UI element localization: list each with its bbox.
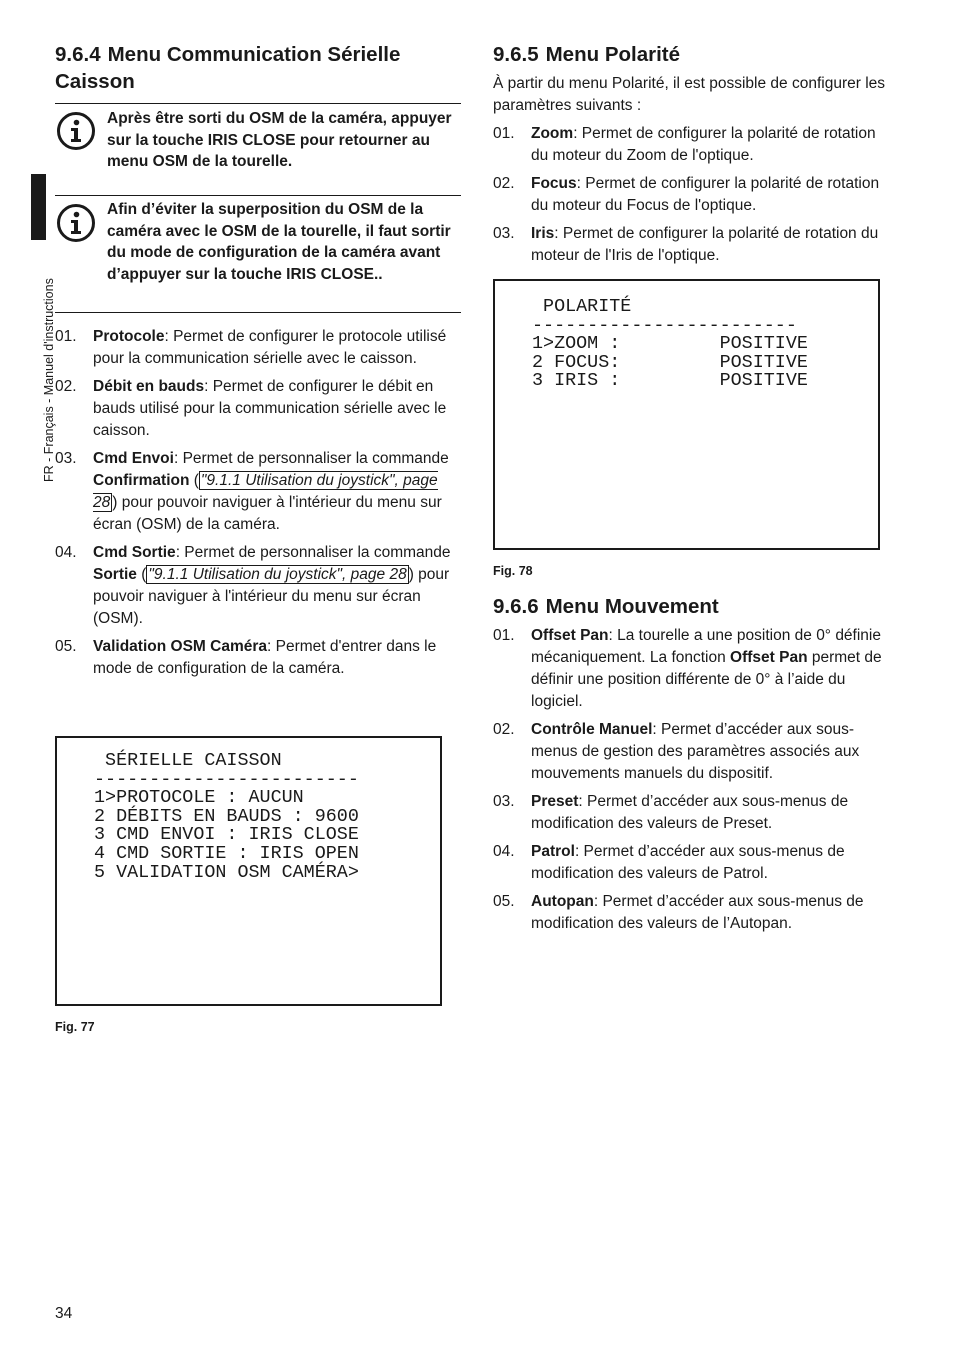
item-term: Confirmation (93, 472, 190, 489)
item-term: Sortie (93, 566, 137, 583)
section-number: 9.6.4 (55, 43, 101, 66)
item-text: : Permet de personnaliser la commande (175, 544, 451, 561)
item-number: 01. (493, 125, 515, 142)
item-number: 01. (493, 627, 515, 644)
list-item (493, 719, 898, 785)
cross-reference-link[interactable]: "9.1.1 Utilisation du joystick", page 28 (148, 566, 407, 583)
section-heading-9-6-6 (493, 593, 719, 620)
item-text: ) pour pouvoir naviguer à l'intérieur du menu sur écran (OSM). (93, 566, 450, 627)
item-term: Focus (531, 175, 577, 192)
item-term: Débit en bauds (93, 378, 205, 395)
item-text: ) pour pouvoir naviguer à l'intérieur du menu sur écran (OSM) de la caméra. (93, 494, 442, 533)
list-item (493, 891, 898, 935)
item-term: Cmd Envoi (93, 450, 174, 467)
info-note-1 (55, 103, 461, 182)
item-text: : Permet d’accéder aux sous-menus de modification des valeurs de Preset. (531, 793, 849, 832)
osm-line: 2 FOCUS: POSITIVE (532, 351, 808, 373)
osm-separator: ------------------------ (532, 314, 797, 336)
list-item (493, 791, 898, 835)
item-text: : Permet de configurer la polarité de rotation du moteur du Zoom de l'optique. (531, 125, 876, 164)
cross-reference-link[interactable]: "9.1.1 Utilisation du joystick", page 28 (93, 472, 438, 511)
info-icon (56, 203, 96, 243)
sidebar-tab-bar (31, 174, 46, 240)
section-heading-9-6-4 (55, 41, 400, 95)
item-term: Contrôle Manuel (531, 721, 653, 738)
sidebar-label: FR - Français - Manuel d'instructions (42, 278, 56, 482)
item-number: 03. (493, 225, 515, 242)
section-title: Menu Polarité (545, 43, 681, 66)
item-text: permet de définir une position différente de 0° à l’aide du logiciel. (531, 649, 882, 710)
osm-screen-polarity (493, 279, 880, 550)
note-text: Après être sorti du OSM de la caméra, appuyer sur la touche IRIS CLOSE pour retourner au menu OSM de la tourelle. (107, 110, 452, 171)
item-number: 04. (493, 843, 515, 860)
figure-caption: Fig. 77 (55, 1020, 95, 1034)
item-term: Offset Pan (730, 649, 808, 666)
page-number: 34 (55, 1305, 73, 1322)
osm-line: 5 VALIDATION OSM CAMÉRA> (94, 861, 359, 883)
item-term: Offset Pan (531, 627, 609, 644)
item-text: ( (136, 566, 147, 583)
section-title: Menu Mouvement (545, 595, 719, 618)
section-number: 9.6.5 (493, 43, 539, 66)
item-text: : Permet d’accéder aux sous-menus de gestion des paramètres associés aux mouvements manuels du dispositif. (531, 721, 860, 782)
item-number: 02. (493, 175, 515, 192)
section-intro: À partir du menu Polarité, il est possible de configurer les paramètres suivants : (493, 75, 886, 114)
item-number: 02. (55, 378, 77, 395)
section-heading-9-6-5 (493, 41, 680, 68)
list-item (493, 223, 893, 267)
note-text: Afin d’éviter la superposition du OSM de la caméra avec le OSM de la tourelle, il faut sortir du mode de configuration de la caméra avant d’appuyer sur la touche IRIS CLOSE.. (107, 201, 451, 284)
list-item (55, 376, 459, 442)
section-title-line1: Menu Communication Sérielle (107, 43, 401, 66)
section-number: 9.6.6 (493, 595, 539, 618)
item-number: 05. (493, 893, 515, 910)
item-term: Preset (531, 793, 579, 810)
item-text: : Permet de personnaliser la commande (173, 450, 449, 467)
item-term: Iris (531, 225, 555, 242)
list-item (55, 542, 459, 630)
item-number: 03. (493, 793, 515, 810)
item-number: 01. (55, 328, 77, 345)
item-term: Validation OSM Caméra (93, 638, 267, 655)
item-text: : Permet de configurer la polarité de rotation du moteur du Focus de l'optique. (531, 175, 880, 214)
figure-caption: Fig. 78 (493, 564, 533, 578)
osm-line: 2 DÉBITS EN BAUDS : 9600 (94, 805, 359, 827)
polarity-item-list (493, 123, 893, 273)
item-text: : Permet de configurer le débit en bauds utilisé pour la communication sérielle avec le caisson. (93, 378, 447, 439)
list-item (55, 448, 459, 536)
item-text: : Permet d’accéder aux sous-menus de modification des valeurs de l’Autopan. (531, 893, 864, 932)
item-text: : Permet d'entrer dans le mode de configuration de la caméra. (93, 638, 437, 677)
item-number: 05. (55, 638, 77, 655)
osm-line: 3 CMD ENVOI : IRIS CLOSE (94, 824, 359, 846)
list-item (493, 625, 898, 713)
left-item-list (55, 326, 459, 686)
info-note-2 (55, 195, 461, 313)
osm-screen-serial (55, 736, 442, 1006)
item-number: 03. (55, 450, 77, 467)
item-text: : Permet de configurer le protocole utilisé pour la communication sérielle avec le caisson. (93, 328, 447, 367)
osm-line-title: POLARITÉ (532, 296, 632, 317)
osm-line: 3 IRIS : POSITIVE (532, 370, 808, 392)
list-item (493, 841, 898, 885)
item-term: Autopan (531, 893, 594, 910)
item-term: Cmd Sortie (93, 544, 176, 561)
osm-line: 4 CMD SORTIE : IRIS OPEN (94, 842, 359, 864)
item-text: : Permet d’accéder aux sous-menus de modification des valeurs de Patrol. (531, 843, 845, 882)
list-item (493, 173, 893, 217)
item-number: 02. (493, 721, 515, 738)
item-term: Protocole (93, 328, 165, 345)
item-term: Zoom (531, 125, 574, 142)
list-item (55, 326, 459, 370)
info-icon (56, 111, 96, 151)
item-term: Patrol (531, 843, 575, 860)
item-text: ( (189, 472, 199, 489)
list-item (493, 123, 893, 167)
item-text: : La tourelle a une position de 0° définie mécaniquement. La fonction (531, 627, 881, 666)
item-number: 04. (55, 544, 77, 561)
section-title-line2: Caisson (55, 70, 135, 93)
movement-item-list (493, 625, 898, 941)
list-item (55, 636, 459, 680)
osm-line-title: SÉRIELLE CAISSON (94, 750, 282, 771)
osm-line: 1>PROTOCOLE : AUCUN (94, 787, 304, 809)
osm-line: 1>ZOOM : POSITIVE (532, 333, 808, 355)
osm-separator: ------------------------ (94, 768, 359, 790)
item-text: : Permet de configurer la polarité de rotation du moteur de l'Iris de l'optique. (531, 225, 879, 264)
